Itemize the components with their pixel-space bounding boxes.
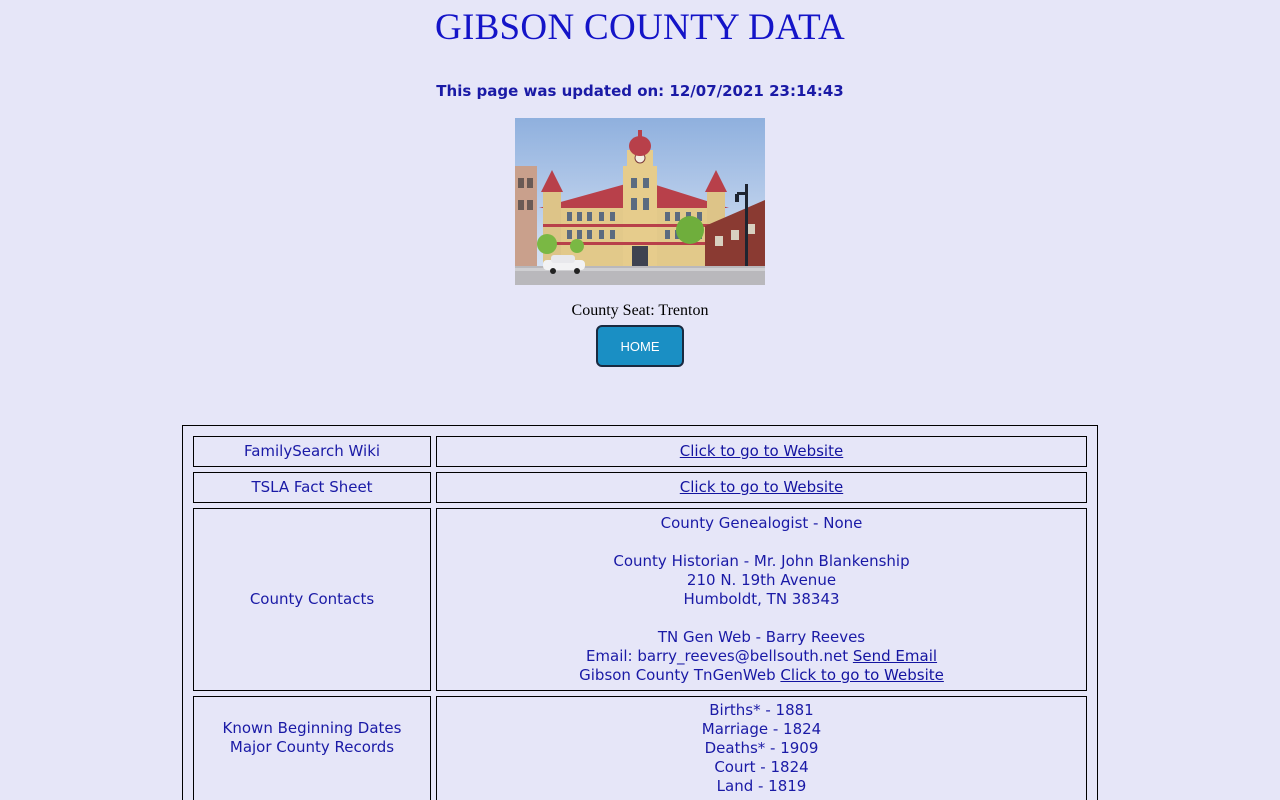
county-data-table xyxy=(182,425,1098,800)
tngenweb-website-link[interactable]: Click to go to Website xyxy=(780,666,944,684)
tsla-link-cell xyxy=(436,472,1087,503)
deaths-date-text: Deaths* - 1909 xyxy=(704,739,819,757)
tsla-label: TSLA Fact Sheet xyxy=(251,478,373,496)
contacts-label: County Contacts xyxy=(249,590,375,608)
familysearch-link-cell xyxy=(436,436,1087,467)
historian-street-text: 210 N. 19th Avenue xyxy=(686,571,837,589)
tsla-label-cell xyxy=(193,472,431,503)
genealogist-text: County Genealogist - None xyxy=(660,514,863,532)
courthouse-photo xyxy=(515,118,765,285)
tngenweb-site-line xyxy=(579,666,944,685)
send-email-link[interactable]: Send Email xyxy=(852,647,938,665)
email-address-text: Email: barry_reeves@bellsouth.net xyxy=(585,647,849,665)
dates-label-line2: Major County Records xyxy=(229,738,395,756)
familysearch-website-link[interactable]: Click to go to Website xyxy=(679,442,844,460)
county-seat-text: County Seat: Trenton xyxy=(571,302,709,319)
marriage-date-text: Marriage - 1824 xyxy=(701,720,822,738)
familysearch-label: FamilySearch Wiki xyxy=(243,442,381,460)
last-updated-text: This page was updated on: 12/07/2021 23:14:43 xyxy=(436,82,844,100)
court-date-text: Court - 1824 xyxy=(714,758,809,776)
tsla-website-link[interactable]: Click to go to Website xyxy=(679,478,844,496)
home-button[interactable]: HOME xyxy=(596,325,684,367)
tngenweb-text: TN Gen Web - Barry Reeves xyxy=(657,628,866,646)
email-line xyxy=(586,647,937,666)
land-date-text: Land - 1819 xyxy=(716,777,807,795)
dates-detail-cell xyxy=(436,696,1087,800)
contacts-label-cell xyxy=(193,508,431,691)
dates-label-cell xyxy=(193,696,431,800)
tngenweb-site-text: Gibson County TnGenWeb xyxy=(579,666,776,684)
dates-label-line1: Known Beginning Dates xyxy=(222,719,402,737)
births-date-text: Births* - 1881 xyxy=(709,701,814,719)
familysearch-label-cell xyxy=(193,436,431,467)
historian-city-text: Humboldt, TN 38343 xyxy=(683,590,840,608)
contacts-detail-cell xyxy=(436,508,1087,691)
page-title: GIBSON COUNTY DATA xyxy=(434,7,846,48)
historian-text: County Historian - Mr. John Blankenship xyxy=(613,552,910,570)
